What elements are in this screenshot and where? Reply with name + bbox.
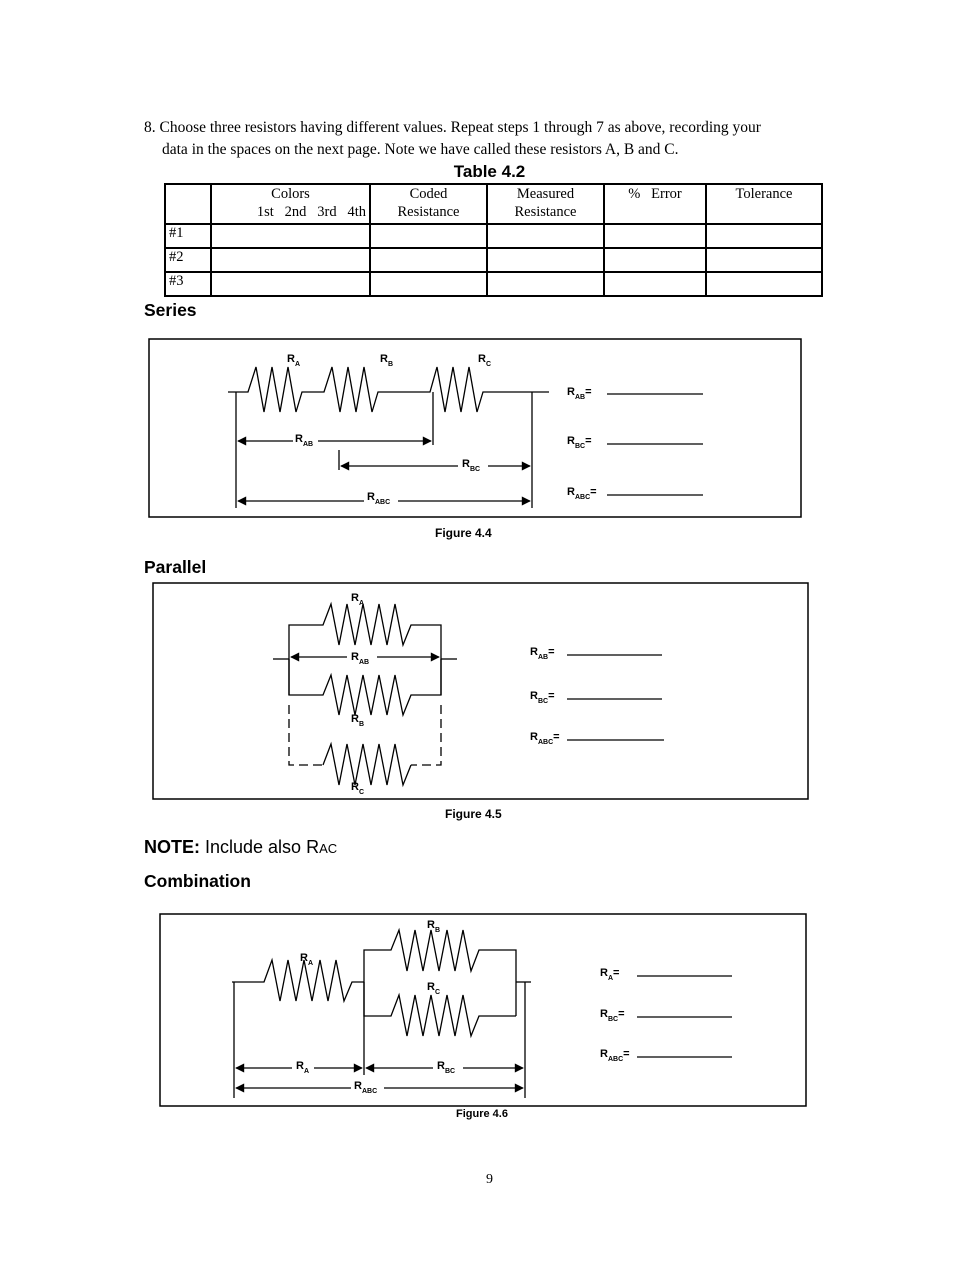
series-label-rb: $R_B$: [380, 353, 394, 368]
note-subscript: AC: [319, 841, 338, 856]
combination-arrow-label-a: $R_A$: [296, 1060, 310, 1075]
page-number: 9: [486, 1172, 493, 1187]
table-caption: Table 4.2: [453, 162, 526, 181]
combination-arrow-label-bc: $R_{BC}$: [437, 1060, 456, 1075]
combination-frame: [160, 914, 806, 1106]
figure-4-5-caption: Figure 4.5: [445, 807, 502, 821]
combination-arrow-label-abc: $R_{ABC}$: [354, 1080, 378, 1095]
parallel-circuit: [153, 583, 808, 799]
parallel-label-rb: $R_B$: [351, 713, 365, 728]
combination-branch-b: [364, 930, 516, 1016]
combination-label-rb: $R_B$: [427, 919, 441, 934]
measured-line-1: Measured: [516, 186, 575, 202]
coded-line-1: Coded: [409, 186, 448, 202]
combination-label-ra: $R_A$: [300, 952, 314, 967]
note-label: NOTE:: [144, 837, 200, 857]
colors-title: Colors: [271, 186, 310, 202]
combination-result-bc: $R_{BC}=$: [600, 1008, 625, 1023]
series-result-abc: $R_{ABC}=$: [567, 486, 597, 501]
series-label-ra: $R_A$: [287, 353, 301, 368]
series-result-bc: $R_{BC}=$: [567, 435, 592, 450]
coded-line-2: Resistance: [397, 204, 460, 220]
parallel-frame: [153, 583, 808, 799]
color-bands: 1st 2nd 3rd 4th: [256, 204, 366, 220]
parallel-heading: Parallel: [144, 557, 207, 577]
parallel-branch-b: [289, 659, 441, 715]
combination-resistor-a: [232, 960, 364, 1001]
error-header: % Error: [604, 184, 706, 224]
row-label: #3: [165, 272, 211, 296]
parallel-label-rc: $R_C$: [351, 781, 365, 796]
figure-4-4-caption: Figure 4.4: [435, 526, 492, 540]
combination-circuit: [160, 914, 806, 1106]
combination-heading: Combination: [144, 871, 251, 891]
note-text: Include also R: [200, 837, 320, 857]
parallel-branch-c-right: [411, 705, 441, 765]
row-label: #1: [165, 224, 211, 248]
series-frame: [149, 339, 801, 517]
parallel-result-bc: $R_{BC}=$: [530, 690, 555, 705]
step-line-1: 8. Choose three resistors having different values. Repeat steps 1 through 7 as above, recording your: [144, 119, 761, 136]
series-circuit: [149, 339, 801, 517]
series-heading: Series: [144, 300, 197, 320]
figure-4-6-caption: Figure 4.6: [456, 1108, 508, 1120]
parallel-branch-a: [289, 604, 441, 695]
parallel-result-ab: $R_{AB}=$: [530, 646, 555, 661]
step-line-2: data in the spaces on the next page. Note we have called these resistors A, B and C.: [162, 141, 679, 158]
series-arrow-label-ab: $R_{AB}$: [295, 433, 314, 448]
measured-line-2: Resistance: [514, 204, 577, 220]
parallel-result-abc: $R_{ABC}=$: [530, 731, 560, 746]
parallel-resistor-c: [323, 744, 411, 785]
series-result-ab: $R_{AB}=$: [567, 386, 592, 401]
row-label: #2: [165, 248, 211, 272]
combination-label-rc: $R_C$: [427, 981, 441, 996]
series-label-rc: $R_C$: [478, 353, 492, 368]
series-wire-with-resistors: [228, 367, 549, 412]
parallel-branch-c: [289, 705, 323, 765]
series-arrow-label-abc: $R_{ABC}$: [367, 491, 391, 506]
parallel-label-ra: $R_A$: [351, 592, 365, 607]
series-arrow-label-bc: $R_{BC}$: [462, 458, 481, 473]
parallel-arrow-label-ab: $R_{AB}$: [351, 651, 370, 666]
combination-result-abc: $R_{ABC}=$: [600, 1048, 630, 1063]
combination-result-a: $R_A=$: [600, 967, 620, 982]
tolerance-header: Tolerance: [706, 184, 822, 224]
